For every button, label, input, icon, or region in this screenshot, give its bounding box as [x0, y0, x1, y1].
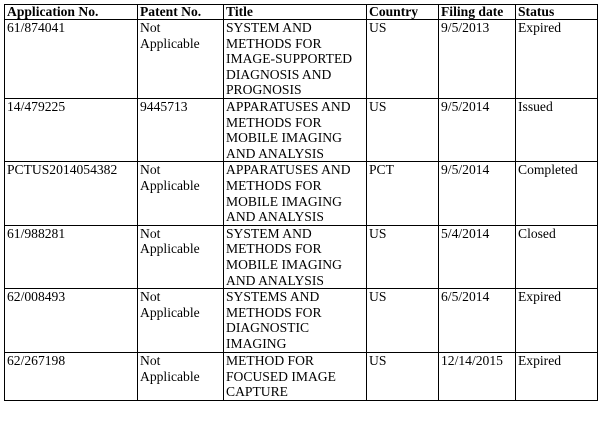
filing-date-cell: 9/5/2013 — [439, 20, 516, 99]
title-line: SYSTEM AND — [226, 225, 312, 241]
title-line: METHODS FOR — [226, 304, 322, 320]
country-cell: US — [367, 353, 439, 401]
patent-no-cell — [138, 289, 224, 353]
title-line: METHODS FOR — [226, 35, 322, 51]
country-cell: US — [367, 99, 439, 162]
title-line: IMAGING — [226, 335, 287, 351]
patent-no-line: Not — [140, 353, 161, 369]
application-no-cell: PCTUS2014054382 — [5, 162, 138, 225]
title-line: METHOD FOR — [226, 353, 314, 369]
header-application-no: Application No. — [5, 5, 138, 20]
title-cell — [224, 289, 367, 353]
title-cell — [224, 20, 367, 99]
title-cell — [224, 162, 367, 225]
title-line: METHODS FOR — [226, 114, 322, 130]
status-cell: Expired — [516, 20, 598, 99]
patent-no-line: Applicable — [140, 177, 200, 193]
patent-table — [4, 4, 598, 401]
header-country: Country — [367, 5, 439, 20]
filing-date-cell: 5/4/2014 — [439, 225, 516, 288]
header-patent-no: Patent No. — [138, 5, 224, 20]
patent-no-cell — [138, 20, 224, 99]
application-no-cell: 61/874041 — [5, 20, 138, 99]
status-cell: Expired — [516, 289, 598, 353]
filing-date-cell: 9/5/2014 — [439, 162, 516, 225]
title-line: MOBILE IMAGING — [226, 130, 342, 146]
title-line: APPARATUSES AND — [226, 162, 351, 178]
title-line: AND ANALYSIS — [226, 209, 324, 225]
patent-no-cell — [138, 225, 224, 288]
country-cell: US — [367, 225, 439, 288]
country-cell: US — [367, 20, 439, 99]
patent-no-line: Applicable — [140, 241, 200, 257]
header-status: Status — [516, 5, 598, 20]
title-line: DIAGNOSIS AND — [226, 66, 332, 82]
title-line: AND ANALYSIS — [226, 272, 324, 288]
table-row — [5, 20, 598, 99]
status-cell: Issued — [516, 99, 598, 162]
status-cell: Completed — [516, 162, 598, 225]
table-row — [5, 353, 598, 401]
patent-no-cell — [138, 99, 224, 162]
table-row — [5, 225, 598, 288]
country-cell: US — [367, 289, 439, 353]
header-title: Title — [224, 5, 367, 20]
title-line: MOBILE IMAGING — [226, 193, 342, 209]
filing-date-cell: 9/5/2014 — [439, 99, 516, 162]
patent-no-cell — [138, 162, 224, 225]
status-cell: Closed — [516, 225, 598, 288]
title-line: PROGNOSIS — [226, 82, 302, 98]
patent-no-cell — [138, 353, 224, 401]
country-cell: PCT — [367, 162, 439, 225]
filing-date-cell: 12/14/2015 — [439, 353, 516, 401]
patent-no-line: Not — [140, 20, 161, 35]
title-line: METHODS FOR — [226, 241, 322, 257]
title-line: METHODS FOR — [226, 177, 322, 193]
patent-no-line: Applicable — [140, 35, 200, 51]
header-filing-date: Filing date — [439, 5, 516, 20]
filing-date-cell: 6/5/2014 — [439, 289, 516, 353]
title-cell — [224, 99, 367, 162]
application-no-cell: 61/988281 — [5, 225, 138, 288]
title-line: SYSTEM AND — [226, 20, 312, 35]
patent-no-line: 9445713 — [140, 99, 188, 114]
patent-no-line: Applicable — [140, 304, 200, 320]
title-line: SYSTEMS AND — [226, 289, 320, 305]
title-cell — [224, 225, 367, 288]
title-line: DIAGNOSTIC — [226, 320, 310, 336]
title-cell — [224, 353, 367, 401]
title-line: FOCUSED IMAGE — [226, 368, 336, 384]
patent-no-line: Applicable — [140, 368, 200, 384]
title-line: CAPTURE — [226, 384, 288, 400]
patent-no-line: Not — [140, 162, 161, 178]
title-line: IMAGE-SUPPORTED — [226, 51, 353, 67]
title-line: MOBILE IMAGING — [226, 256, 342, 272]
application-no-cell: 14/479225 — [5, 99, 138, 162]
title-line: AND ANALYSIS — [226, 145, 324, 161]
patent-no-line: Not — [140, 289, 161, 305]
table-row — [5, 289, 598, 353]
application-no-cell: 62/008493 — [5, 289, 138, 353]
header-row — [5, 5, 598, 20]
title-line: APPARATUSES AND — [226, 99, 351, 114]
status-cell: Expired — [516, 353, 598, 401]
table-row — [5, 162, 598, 225]
table-row — [5, 99, 598, 162]
patent-no-line: Not — [140, 225, 161, 241]
application-no-cell: 62/267198 — [5, 353, 138, 401]
